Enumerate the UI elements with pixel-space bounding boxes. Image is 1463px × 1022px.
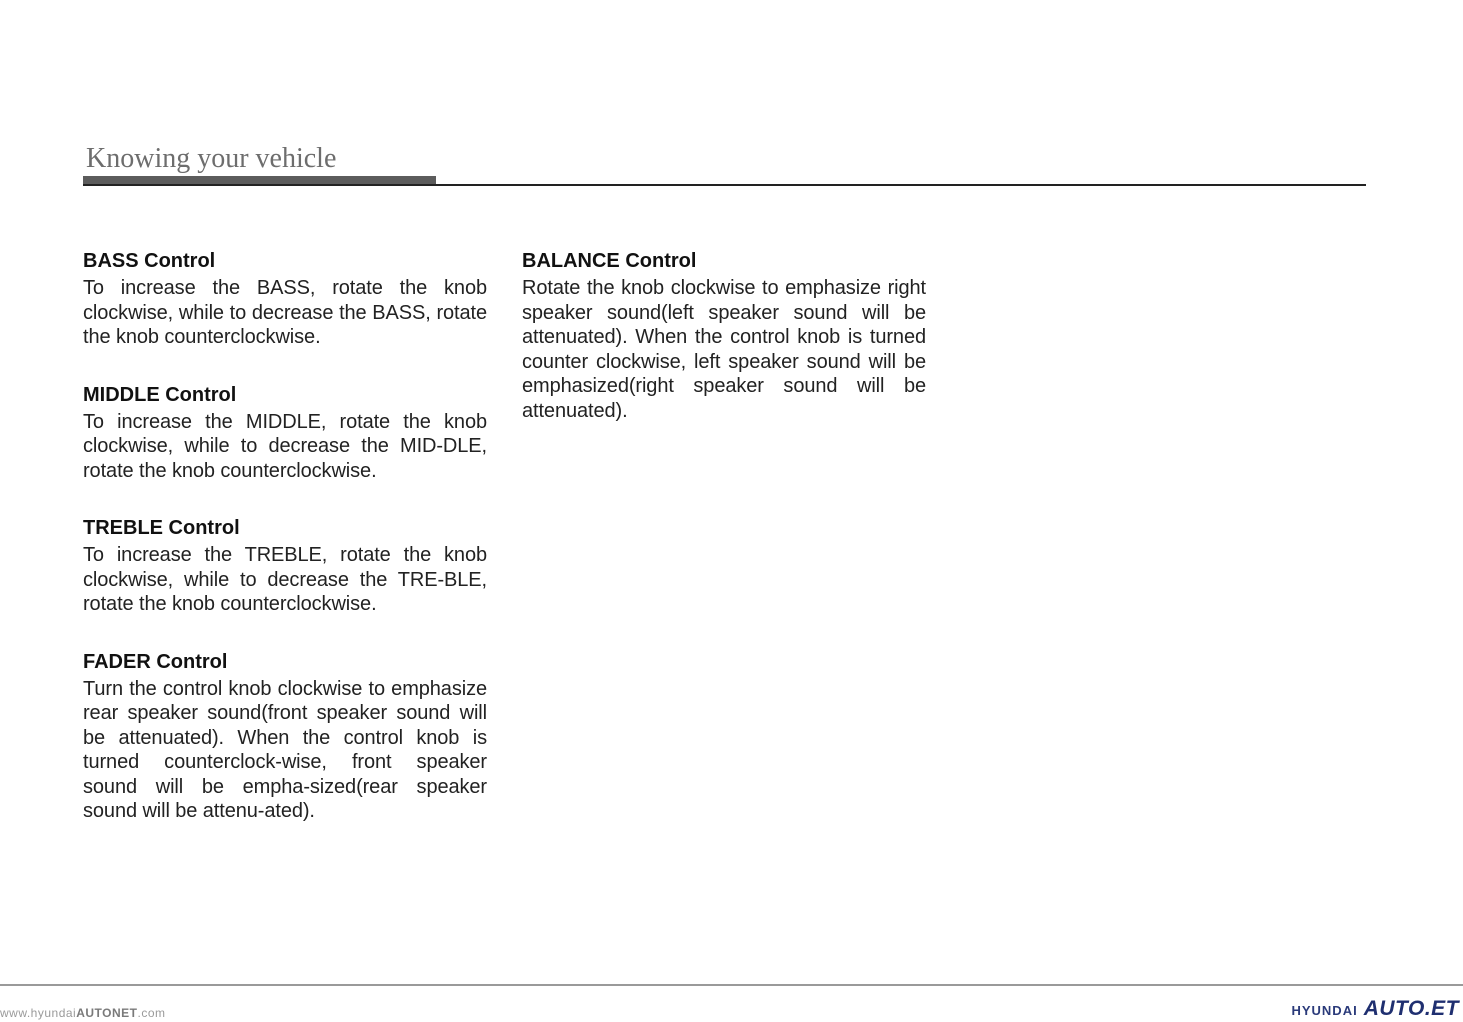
section-middle-control bbox=[83, 382, 487, 484]
footer-website-brand: AUTONET bbox=[76, 1006, 138, 1020]
section-heading: BALANCE Control bbox=[522, 250, 697, 272]
section-body: To increase the BASS, rotate the knob clockwise, while to decrease the BASS, rotate the knob counterclockwise. bbox=[83, 277, 487, 348]
footer-rule bbox=[0, 984, 1463, 986]
section-treble-control bbox=[83, 515, 487, 617]
footer-website-suffix: .com bbox=[137, 1006, 166, 1020]
section-fader-control bbox=[83, 649, 487, 824]
page-header-title: Knowing your vehicle bbox=[86, 143, 337, 174]
left-column bbox=[83, 248, 487, 856]
section-heading: TREBLE Control bbox=[83, 517, 240, 539]
section-body: Rotate the knob clockwise to emphasize right speaker sound(left speaker sound will be attenuated). When the control knob is turned counter clockwise, left speaker sound will be emphasized(right speaker sound will be attenuated). bbox=[522, 277, 926, 422]
section-balance-control bbox=[522, 248, 926, 423]
section-body: To increase the TREBLE, rotate the knob clockwise, while to decrease the TRE-BLE, rotate the knob counterclockwise. bbox=[83, 544, 487, 615]
section-heading: BASS Control bbox=[83, 250, 216, 272]
section-heading: MIDDLE Control bbox=[83, 383, 237, 406]
footer-logo-brand: AUTO.ET bbox=[1363, 997, 1459, 1020]
footer-website-prefix: www.hyundai bbox=[0, 1006, 77, 1020]
section-body: Turn the control knob clockwise to emphasize rear speaker sound(front speaker sound will be attenuated). When the control knob is turned counterclock-wise, front speaker sound will be empha-sized(rear speaker sound will be attenu-ated). bbox=[83, 677, 487, 822]
footer-website bbox=[0, 1006, 166, 1020]
section-body: To increase the MIDDLE, rotate the knob clockwise, while to decrease the MID-DLE, rotate the knob counterclockwise. bbox=[83, 410, 487, 482]
footer-logo-maker: HYUNDAI bbox=[1291, 1003, 1358, 1018]
section-heading: FADER Control bbox=[83, 650, 228, 673]
header-rule bbox=[83, 184, 1366, 186]
section-bass-control bbox=[83, 248, 487, 350]
right-column bbox=[522, 248, 926, 455]
footer-logo bbox=[1291, 998, 1459, 1020]
